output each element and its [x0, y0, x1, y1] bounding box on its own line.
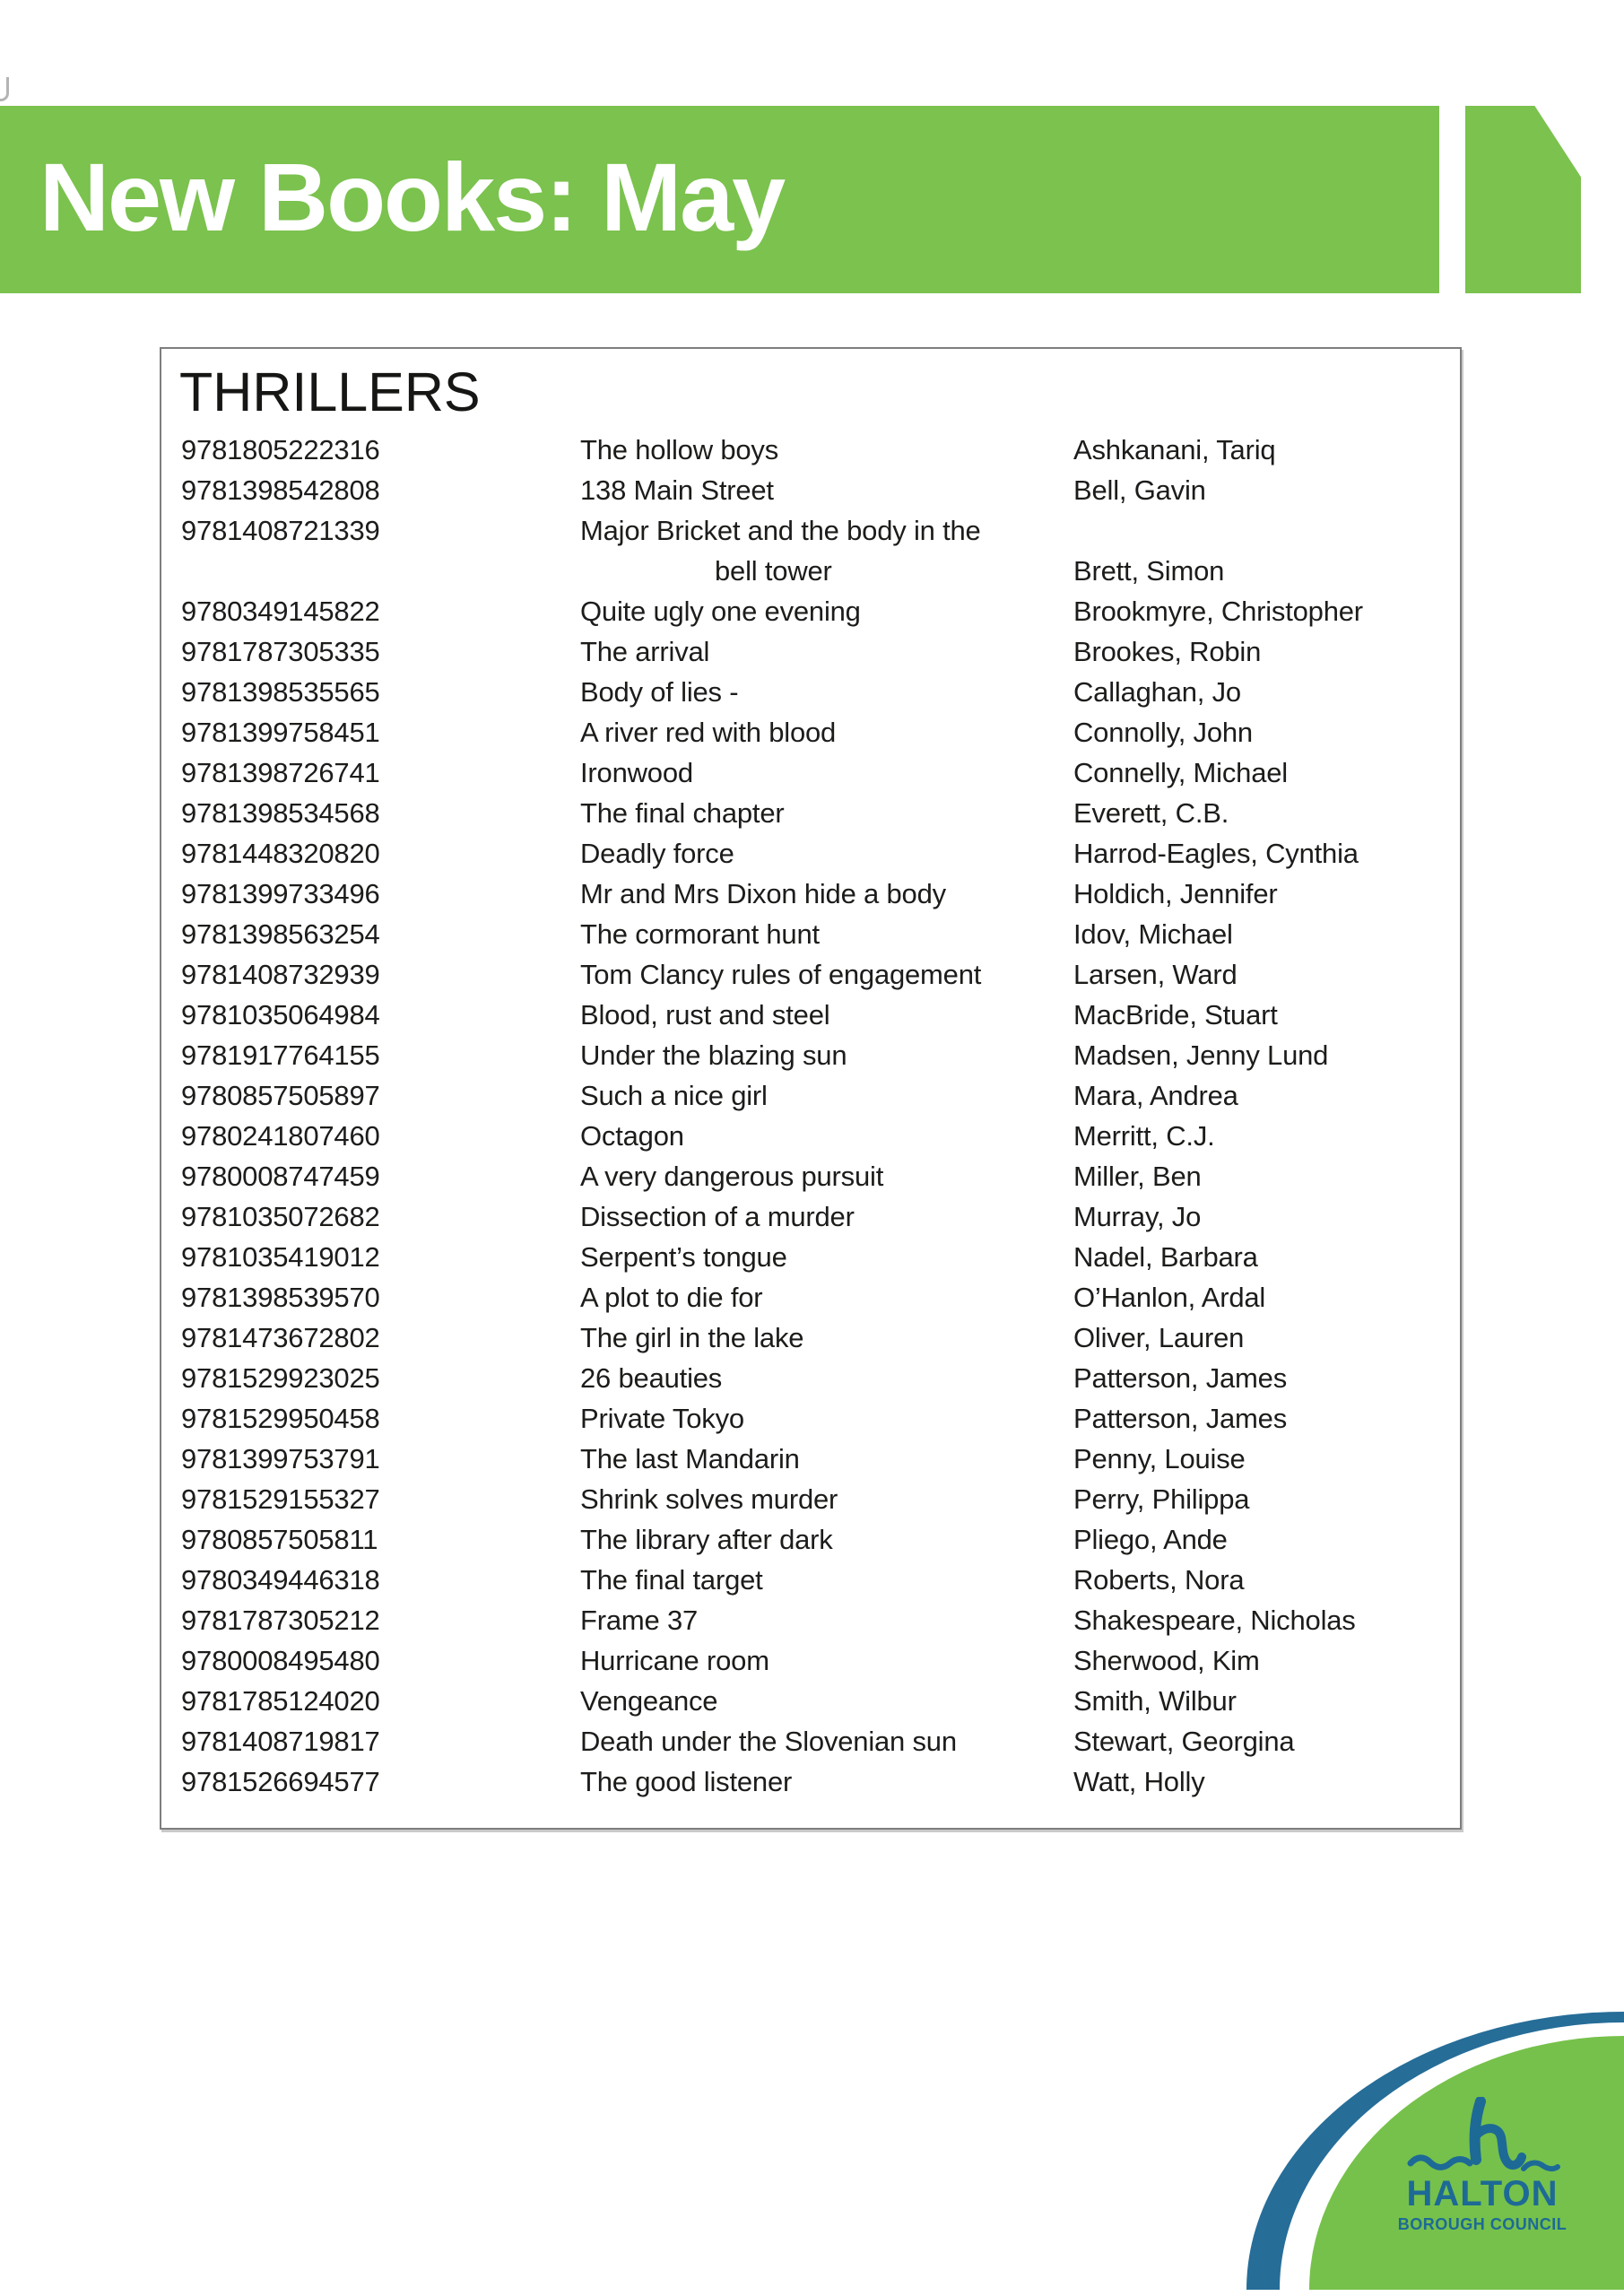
logo-arc-green: [1309, 2036, 1624, 2290]
book-author: Nadel, Barbara: [1073, 1240, 1258, 1273]
book-row: [181, 591, 1451, 631]
book-row: [181, 1600, 1451, 1640]
book-author: Harrod-Eagles, Cynthia: [1073, 837, 1359, 869]
book-row: [181, 1196, 1451, 1237]
book-title: Mr and Mrs Dixon hide a body: [580, 877, 946, 909]
book-isbn: 9781805222316: [181, 433, 380, 465]
book-author: Sherwood, Kim: [1073, 1644, 1260, 1676]
book-title: Private Tokyo: [580, 1402, 744, 1434]
book-isbn: 9781526694577: [181, 1765, 380, 1797]
book-isbn: 9781529923025: [181, 1361, 380, 1394]
book-author: Miller, Ben: [1073, 1160, 1202, 1192]
book-isbn: 9781035419012: [181, 1240, 380, 1273]
book-row: [181, 1479, 1451, 1519]
section-heading: THRILLERS: [179, 361, 481, 422]
book-isbn: 9780241807460: [181, 1119, 380, 1152]
book-row: [181, 1560, 1451, 1600]
book-isbn: 9781473672802: [181, 1321, 380, 1353]
book-isbn: 9781787305212: [181, 1604, 380, 1636]
book-author: Roberts, Nora: [1073, 1563, 1245, 1596]
book-title: A plot to die for: [580, 1281, 763, 1313]
book-isbn: 9781529950458: [181, 1402, 380, 1434]
book-author: Patterson, James: [1073, 1402, 1288, 1434]
logo-subtitle: BOROUGH COUNCIL: [1397, 2215, 1568, 2233]
book-isbn: 9781399753791: [181, 1442, 380, 1474]
book-author: Connolly, John: [1073, 716, 1253, 748]
book-author: Merritt, C.J.: [1073, 1119, 1215, 1152]
book-author: Watt, Holly: [1073, 1765, 1205, 1797]
book-isbn: 9781398542808: [181, 474, 380, 506]
book-isbn: 9780349446318: [181, 1563, 380, 1596]
book-isbn: 9781529155327: [181, 1483, 380, 1515]
book-row: [181, 672, 1451, 712]
book-title: The good listener: [580, 1765, 793, 1797]
book-author: Ashkanani, Tariq: [1073, 433, 1276, 465]
halton-logo: [1246, 2012, 1624, 2290]
book-isbn: 9780349145822: [181, 595, 380, 627]
book-isbn: 9781035064984: [181, 998, 380, 1031]
book-title: Hurricane room: [580, 1644, 769, 1676]
book-author: Callaghan, Jo: [1073, 675, 1241, 708]
book-title: Vengeance: [580, 1684, 718, 1717]
book-title: The cormorant hunt: [580, 918, 820, 950]
book-title: The girl in the lake: [580, 1321, 804, 1353]
book-title: Blood, rust and steel: [580, 998, 830, 1031]
book-author: Connelly, Michael: [1073, 756, 1288, 788]
book-isbn: 9781398539570: [181, 1281, 380, 1313]
book-row: [181, 1116, 1451, 1156]
book-row: [181, 1277, 1451, 1318]
header-banner-tab: [1465, 106, 1581, 293]
book-title: The hollow boys: [580, 433, 779, 465]
book-author: Idov, Michael: [1073, 918, 1233, 950]
book-title: Octagon: [580, 1119, 684, 1152]
book-row: [181, 631, 1451, 672]
book-author: Larsen, Ward: [1073, 958, 1238, 990]
book-isbn: 9781917764155: [181, 1039, 380, 1071]
book-row: [181, 1721, 1451, 1761]
book-author: MacBride, Stuart: [1073, 998, 1278, 1031]
new-books-panel: [160, 347, 1462, 1830]
book-title: Deadly force: [580, 837, 734, 869]
book-title: A river red with blood: [580, 716, 837, 748]
book-row: [181, 914, 1451, 954]
book-row: [181, 1681, 1451, 1721]
book-author: Oliver, Lauren: [1073, 1321, 1245, 1353]
book-row: [181, 752, 1451, 793]
book-isbn: 9781787305335: [181, 635, 380, 667]
book-isbn: 9781035072682: [181, 1200, 380, 1232]
book-title: 26 beauties: [580, 1361, 723, 1394]
book-isbn: 9781399733496: [181, 877, 380, 909]
book-row: [181, 874, 1451, 914]
header-banner: [0, 106, 1439, 293]
logo-title: HALTON: [1406, 2174, 1559, 2213]
book-row: [181, 1398, 1451, 1439]
book-title: Ironwood: [580, 756, 693, 788]
book-author: Smith, Wilbur: [1073, 1684, 1237, 1717]
book-author: O’Hanlon, Ardal: [1073, 1281, 1266, 1313]
book-row: [181, 954, 1451, 995]
book-author: Madsen, Jenny Lund: [1073, 1039, 1329, 1071]
book-isbn: 9781398563254: [181, 918, 380, 950]
book-title: Frame 37: [580, 1604, 699, 1636]
book-isbn: 9781398726741: [181, 756, 380, 788]
logo-stack: [1388, 2097, 1576, 2232]
book-title: Quite ugly one evening: [580, 595, 861, 627]
book-row: [181, 712, 1451, 752]
book-title: Such a nice girl: [580, 1079, 768, 1111]
book-title: Tom Clancy rules of engagement: [580, 958, 982, 990]
book-author: Murray, Jo: [1073, 1200, 1202, 1232]
book-row: [181, 430, 1451, 470]
book-title: The final chapter: [580, 796, 785, 829]
book-author: Brookmyre, Christopher: [1073, 595, 1363, 627]
book-isbn: 9781398534568: [181, 796, 380, 829]
book-isbn: 9781408721339: [181, 514, 380, 546]
book-title: Under the blazing sun: [580, 1039, 847, 1071]
book-title: Serpent’s tongue: [580, 1240, 787, 1273]
book-row: [181, 1156, 1451, 1196]
book-isbn: 9780857505811: [181, 1523, 378, 1555]
book-row: [181, 1761, 1451, 1802]
book-author: Pliego, Ande: [1073, 1523, 1228, 1555]
book-author: Bell, Gavin: [1073, 474, 1206, 506]
book-isbn: 9781448320820: [181, 837, 380, 869]
book-title: Body of lies -: [580, 675, 739, 708]
book-title: 138 Main Street: [580, 474, 774, 506]
halton-h-waves-icon: [1403, 2097, 1561, 2179]
book-isbn: 9780008495480: [181, 1644, 380, 1676]
book-author: Shakespeare, Nicholas: [1073, 1604, 1356, 1636]
book-row: [181, 1358, 1451, 1398]
book-isbn: 9780857505897: [181, 1079, 380, 1111]
book-isbn: 9781399758451: [181, 716, 380, 748]
book-isbn: 9781785124020: [181, 1684, 380, 1717]
book-row: [181, 793, 1451, 833]
book-author: Perry, Philippa: [1073, 1483, 1250, 1515]
book-row: [181, 1075, 1451, 1116]
book-isbn: 9780008747459: [181, 1160, 380, 1192]
book-row: [181, 470, 1451, 510]
book-title: The final target: [580, 1563, 763, 1596]
page-title: New Books: May: [39, 142, 785, 251]
book-isbn: 9781398535565: [181, 675, 380, 708]
book-row: [181, 510, 1451, 591]
book-isbn: 9781408719817: [181, 1725, 380, 1757]
book-author: Stewart, Georgina: [1073, 1725, 1295, 1757]
book-row: [181, 995, 1451, 1035]
book-title: Shrink solves murder: [580, 1483, 838, 1515]
book-row: [181, 1640, 1451, 1681]
book-title: Dissection of a murder: [580, 1200, 855, 1232]
book-title: The last Mandarin: [580, 1442, 800, 1474]
book-author: Holdich, Jennifer: [1073, 877, 1278, 909]
edge-artifact: [0, 77, 9, 101]
book-row: [181, 1237, 1451, 1277]
book-author: Everett, C.B.: [1073, 796, 1229, 829]
book-row: [181, 1035, 1451, 1075]
book-author: Mara, Andrea: [1073, 1079, 1238, 1111]
book-title: The arrival: [580, 635, 710, 667]
book-title: Death under the Slovenian sun: [580, 1725, 957, 1757]
book-title: A very dangerous pursuit: [580, 1160, 884, 1192]
book-isbn: 9781408732939: [181, 958, 380, 990]
book-author: Patterson, James: [1073, 1361, 1288, 1394]
book-author: Penny, Louise: [1073, 1442, 1246, 1474]
book-row: [181, 833, 1451, 874]
book-title: The library after dark: [580, 1523, 833, 1555]
book-row: [181, 1318, 1451, 1358]
book-row: [181, 1519, 1451, 1560]
book-title: Major Bricket and the body in the bell tower: [580, 514, 981, 587]
book-list: [181, 430, 1451, 1802]
book-author: Brett, Simon: [1073, 554, 1225, 587]
book-row: [181, 1439, 1451, 1479]
book-author: Brookes, Robin: [1073, 635, 1262, 667]
